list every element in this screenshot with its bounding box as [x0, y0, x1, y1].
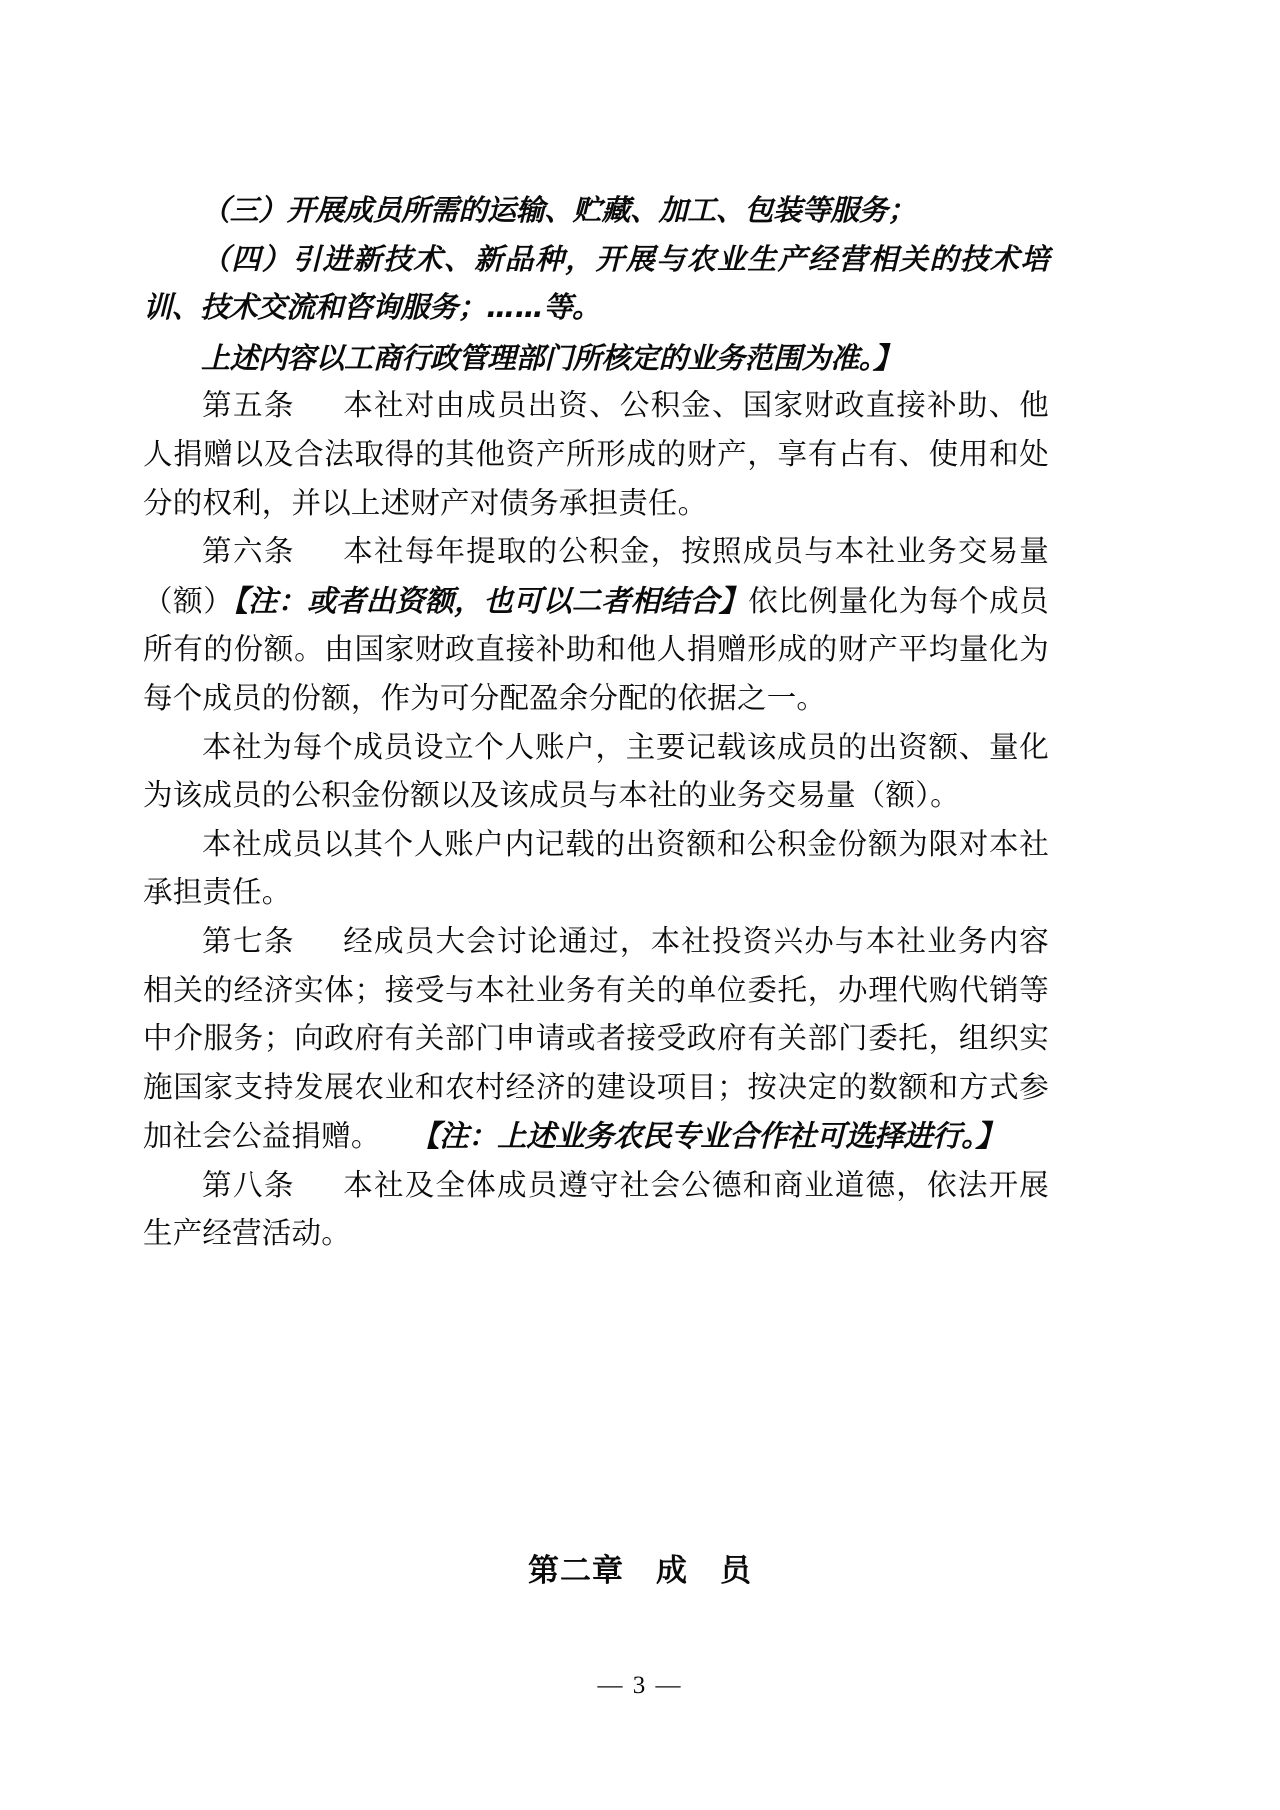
clause-item-four: （四）引进新技术、新品种，开展与农业生产经营相关的技术培训、技术交流和咨询服务；……等。: [143, 241, 1049, 325]
article-6-text-after: 依比例量化为每个成员所有的份额。由国家财政直接补助和他人捐赠形成的财产平均量化为每个成员的份额，作为可分配盈余分配的依据之一。: [143, 585, 1049, 715]
article-8-text: 本社及全体成员遵守社会公德和商业道德，依法开展生产经营活动。: [143, 1169, 1049, 1251]
chapter-heading: 第二章 成 员: [528, 1553, 752, 1589]
clause-item-three: （三）开展成员所需的运输、贮藏、加工、包装等服务；: [201, 193, 917, 227]
article-6-paragraph-2: 本社为每个成员设立个人账户，主要记载该成员的出资额、量化为该成员的公积金份额以及该成员与本社的业务交易量（额）。: [143, 731, 1049, 813]
article-6-paragraph-3: 本社成员以其个人账户内记载的出资额和公积金份额为限对本社承担责任。: [143, 828, 1049, 910]
clause-scope-note: 上述内容以工商行政管理部门所核定的业务范围为准。】: [201, 340, 902, 375]
article-7-number: 第七条: [202, 925, 296, 958]
document-body: [143, 186, 1049, 1259]
article-7-paragraph: [143, 918, 1049, 1162]
article-5-text: 本社对由成员出资、公积金、国家财政直接补助、他人捐赠以及合法取得的其他资产所形成的财产，享有占有、使用和处分的权利，并以上述财产对债务承担责任。: [143, 390, 1049, 520]
article-7-editor-note: 【注：上述业务农民专业合作社可选择进行。】: [410, 1119, 1005, 1154]
article-6-text-before: 本社每年提取的公积金，按照成员与本社业务交易量（额）: [143, 536, 1049, 618]
article-7-text: 经成员大会讨论通过，本社投资兴办与本社业务内容相关的经济实体；接受与本社业务有关的单位委托，办理代购代销等中介服务；向政府有关部门申请或者接受政府有关部门委托，组织实施国家支持发展农业和农村经济的建设项目；按决定的数额和方式参加社会公益捐赠。: [143, 925, 1049, 1154]
article-6-number: 第六条: [202, 536, 296, 569]
article-8-number: 第八条: [202, 1169, 296, 1202]
article-6-editor-note: 【注：或者出资额，也可以二者相结合】: [233, 583, 749, 618]
article-5-number: 第五条: [202, 390, 296, 423]
article-8-paragraph: [143, 1162, 1049, 1259]
article-6-paragraph: [143, 528, 1049, 723]
article-5-paragraph: [143, 382, 1049, 528]
page-number: — 3 —: [597, 1672, 683, 1699]
